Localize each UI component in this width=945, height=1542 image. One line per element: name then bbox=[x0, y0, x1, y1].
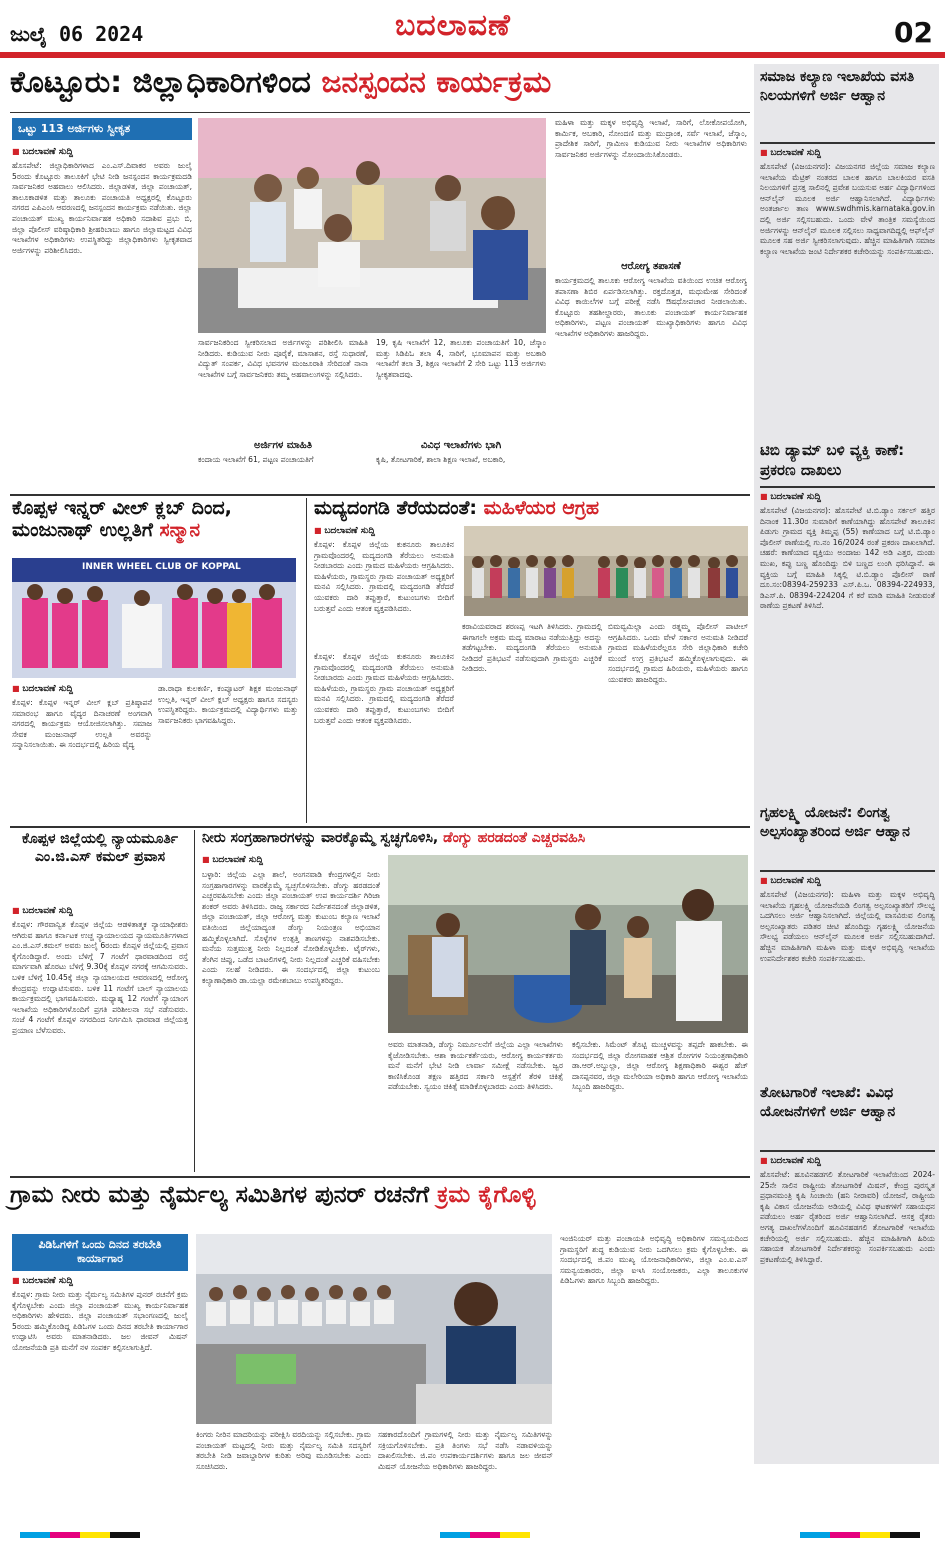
water-committee-photo bbox=[196, 1234, 552, 1424]
water-committee-headline-part1: ಗ್ರಾಮ ನೀರು ಮತ್ತು ನೈರ್ಮಲ್ಯ ಸಮಿತಿಗಳ ಪುನರ್ ರಚನೆಗೆ bbox=[10, 1182, 430, 1208]
water-committee-headline bbox=[10, 1182, 750, 1208]
sidebar-horticulture-byline: ■ ಬದಲಾವಣೆ ಸುದ್ದಿ bbox=[760, 1156, 821, 1166]
divider bbox=[10, 826, 750, 828]
masthead bbox=[0, 0, 945, 60]
water-tank-inspection-photo bbox=[388, 855, 748, 1033]
main-col3-subhead: ವಿವಿಧ ಇಲಾಖೆಗಳು ಭಾಗಿ bbox=[420, 440, 502, 451]
dengue-photo bbox=[388, 855, 748, 1033]
liquor-headline-part1: ಮದ್ಯದಂಗಡಿ ತೆರೆಯದಂತೆ: bbox=[314, 497, 478, 519]
sidebar-hostel-byline: ■ ಬದಲಾವಣೆ ಸುದ್ದಿ bbox=[760, 148, 821, 158]
dengue-headline-part1: ನೀರು ಸಂಗ್ರಹಾಗಾರಗಳನ್ನು ವಾರಕ್ಕೊಮ್ಮೆ ಸ್ವಚ್ಛಗೊಳಿಸಿ, bbox=[202, 830, 439, 846]
village-women-protest-photo bbox=[464, 526, 748, 616]
dengue-headline-part2: ಡೆಂಗ್ಯು ಹರಡದಂತೆ ಎಚ್ಚರವಹಿಸಿ bbox=[443, 830, 586, 846]
main-headline-part2: ಜನಸ್ಪಂದನ ಕಾರ್ಯಕ್ರಮ bbox=[321, 65, 552, 100]
main-col2-subhead: ಅರ್ಜಿಗಳ ಮಾಹಿತಿ bbox=[253, 440, 313, 451]
sidebar-missing-headline: ಟಿಬಿ ಡ್ಯಾಮ್ ಬಳಿ ವ್ಯಕ್ತಿ ಕಾಣೆ: ಪ್ರಕರಣ ದಾಖಲು bbox=[760, 441, 905, 480]
water-committee-col1: ಕೊಪ್ಪಳ: ಗ್ರಾಮ ನೀರು ಮತ್ತು ನೈರ್ಮಲ್ಯ ಸಮಿತಿಗಳ ಪುನರ್ ರಚನೆಗೆ ಕ್ರಮ ಕೈಗೊಳ್ಳಬೇಕು ಎಂದು ಜಿಲ್ಲಾ ಪಂಚಾಯತ್ ಮುಖ್ಯ ಕಾರ್ಯನಿರ್ವಾಹಕ ಅಧಿಕಾರಿಗಳು ಹೇಳಿದರು. ಜಿಲ್ಲಾ ಪಂಚಾಯತ್ ಸಭಾಂಗಣದಲ್ಲಿ ಜುಲೈ 5ರಂದು ಹಮ್ಮಿಕೊಂಡಿದ್ದ ಪಿಡಿಓಗಳ ಒಂದು ದಿನದ ತರಬೇತಿ ಕಾರ್ಯಾಗಾರ ಉದ್ಘಾಟಿಸಿ ಅವರು ಮಾತನಾಡಿದರು. ಜಲ ಜೀವನ್ ಮಿಷನ್ ಯೋಜನೆಯಡಿ ಪ್ರತಿ ಮನೆಗೆ ನಳ ಸಂಪರ್ಕ ಕಲ್ಪಿಸಲಾಗುತ್ತಿದೆ. bbox=[12, 1290, 188, 1352]
sidebar-missing-body: ಹೊಸಪೇಟೆ (ವಿಜಯನಗರ): ಹೊಸಪೇಟೆ ಟಿ.ಬಿ.ಡ್ಯಾಂ ಸರ್ಕಲ್ ಹತ್ತಿರ ದಿನಾಂಕ 11.30ರ ಸುಮಾರಿಗೆ ಕಾಣೆಯಾಗಿದ್ದು ಹೊಸಪೇಟೆ ತಾಲೂಕಿನ ಪಿಡುಗು ಗ್ರಾಮದ ವ್ಯಕ್ತಿ ತಿಮ್ಮಪ್ಪ (55) ಕಾಣೆಯಾದ ಬಗ್ಗೆ ಟಿ.ಬಿ.ಡ್ಯಾಂ ಪೊಲೀಸ್ ಠಾಣೆಯಲ್ಲಿ ಗು.ನಂ 16/2024 ರಂತೆ ಪ್ರಕರಣ ದಾಖಲಾಗಿದೆ. ಚಹರೆ: ಕಾಣೆಯಾದ ವ್ಯಕ್ತಿಯು ಅಂದಾಜು 142 ಅಡಿ ಎತ್ತರ, ದುಂಡು ಮುಖ, ಕಪ್ಪು ಬಣ್ಣ ಹೊಂದಿದ್ದು ಬಿಳಿ ಬಣ್ಣದ ಲುಂಗಿ ಧರಿಸಿದ್ದಾನೆ. ಈ ವ್ಯಕ್ತಿಯ ಬಗ್ಗೆ ಮಾಹಿತಿ ಸಿಕ್ಕಲ್ಲಿ ಟಿ.ಬಿ.ಡ್ಯಾಂ ಪೊಲೀಸ್ ಠಾಣೆ ದೂ.ಸಂ:08394-259233 ಎಸ್.ಪಿ.ಒ. 08394-224933, ಡಿಎಸ್.ಪಿ. 08394-224204 ಗೆ ಕರೆ ಮಾಡಿ ಮಾಹಿತಿ ನೀಡುವಂತೆ ಠಾಣೆಯ ಪ್ರಕಟಣೆ ತಿಳಿಸಿದೆ. bbox=[760, 506, 935, 611]
main-col4-subhead: ಆರೋಗ್ಯ ತಪಾಸಣೆ bbox=[621, 261, 681, 272]
water-committee-byline: ■ ಬದಲಾವಣೆ ಸುದ್ದಿ bbox=[12, 1276, 73, 1286]
sidebar-horticulture-headline: ತೋಟಗಾರಿಕೆ ಇಲಾಖೆ: ವಿವಿಧ ಯೋಜನೆಗಳಿಗೆ ಅರ್ಜಿ ಆಹ್ವಾನ bbox=[760, 1085, 896, 1120]
sidebar-gruhalakshmi-byline: ■ ಬದಲಾವಣೆ ಸುದ್ದಿ bbox=[760, 876, 821, 886]
innerwheel-col1: ಕೊಪ್ಪಳ: ಕೊಪ್ಪಳ ಇನ್ನರ್ ವೀಲ್ ಕ್ಲಬ್ ಪ್ರತಿಷ್ಠಾಪನೆ ಸಮಾರಂಭ ಹಾಗೂ ವೈದ್ಯರ ದಿನಾಚರಣೆ ಅಂಗವಾಗಿ ನಗರದಲ್ಲಿ ಕಾರ್ಯಕ್ರಮ ಆಯೋಜಿಸಲಾಗಿತ್ತು. ಸಮಾಜ ಸೇವಕ ಮಂಜುನಾಥ್ ಉಲ್ಲತಿ ಅವರನ್ನು ಸನ್ಮಾನಿಸಲಾಯಿತು. ಈ ಸಂದರ್ಭದಲ್ಲಿ ಹಿರಿಯ ವೈದ್ಯ bbox=[12, 698, 152, 750]
liquor-col2: ಕರಾವಿಯವರಾದ ಶರಣಪ್ಪ ಇಟಗಿ ತಿಳಿಸಿದರು. ಗ್ರಾಮದಲ್ಲಿ ಈಗಾಗಲೇ ಅಕ್ರಮ ಮದ್ಯ ಮಾರಾಟ ನಡೆಯುತ್ತಿದ್ದು ಅದನ್ನು ತಡೆಗಟ್ಟಬೇಕು. ಮದ್ಯದಂಗಡಿ ತೆರೆಯಲು ಅನುಮತಿ ನೀಡಿದರೆ ಪ್ರತಿಭಟನೆ ನಡೆಸುವುದಾಗಿ ಗ್ರಾಮಸ್ಥರು ಎಚ್ಚರಿಕೆ ನೀಡಿದರು. bbox=[462, 622, 602, 674]
officials-meeting-photo bbox=[198, 118, 546, 333]
footer-color-bar bbox=[0, 1526, 945, 1542]
main-col2b: ಕಂದಾಯ ಇಲಾಖೆಗೆ 61, ಪಟ್ಟಣ ಪಂಚಾಯತಿಗೆ bbox=[198, 455, 314, 464]
dengue-col1: ಬಳ್ಳಾರಿ: ಜಿಲ್ಲೆಯ ಎಲ್ಲಾ ಶಾಲೆ, ಅಂಗನವಾಡಿ ಕೇಂದ್ರಗಳಲ್ಲಿನ ನೀರು ಸಂಗ್ರಹಾಗಾರಗಳನ್ನು ವಾರಕ್ಕೊಮ್ಮೆ ಸ್ವಚ್ಛಗೊಳಿಸಬೇಕು. ಡೆಂಗ್ಯು ಹರಡದಂತೆ ಎಚ್ಚರವಹಿಸಬೇಕು ಎಂದು ಜಿಲ್ಲಾ ಪಂಚಾಯತ್ ಉಪ ಕಾರ್ಯದರ್ಶಿ ಗಿರಿಜಾ ಶಂಕರ್ ಅವರು ತಿಳಿಸಿದರು. ರಾಜ್ಯ ಸರ್ಕಾರದ ನಿರ್ದೇಶನದಂತೆ ಜಿಲ್ಲಾಡಳಿತ, ಜಿಲ್ಲಾ ಪಂಚಾಯತ್, ಜಿಲ್ಲಾ ಆರೋಗ್ಯ ಮತ್ತು ಕುಟುಂಬ ಕಲ್ಯಾಣ ಇಲಾಖೆ ವತಿಯಿಂದ ಜಿಲ್ಲೆಯಾದ್ಯಂತ ಡೆಂಗ್ಯು ನಿಯಂತ್ರಣ ಅಭಿಯಾನ ಹಮ್ಮಿಕೊಳ್ಳಲಾಗಿದೆ. ಸೊಳ್ಳೆಗಳ ಉತ್ಪತ್ತಿ ತಾಣಗಳನ್ನು ನಾಶಪಡಿಸಬೇಕು. ಮನೆಯ ಸುತ್ತಮುತ್ತ ನೀರು ನಿಲ್ಲದಂತೆ ನೋಡಿಕೊಳ್ಳಬೇಕು. ಟೈರ್‌ಗಳು, ತೆಂಗಿನ ಚಿಪ್ಪು, ಒಡೆದ ಬಾಟಲಿಗಳಲ್ಲಿ ನೀರು ನಿಲ್ಲದಂತೆ ಎಚ್ಚರಿಕೆ ವಹಿಸಬೇಕು ಎಂದು ಸಲಹೆ ನೀಡಿದರು. ಈ ಸಂದರ್ಭದಲ್ಲಿ ಜಿಲ್ಲಾ ಕುಟುಂಬ ಕಲ್ಯಾಣಾಧಿಕಾರಿ ಡಾ.ಯಲ್ಲಾ ರಮೇಶಬಾಬು ಉಪಸ್ಥಿತರಿದ್ದರು. bbox=[202, 870, 380, 985]
main-headline-part1: ಕೊಟ್ಟೂರು: ಜಿಲ್ಲಾಧಿಕಾರಿಗಳಿಂದ bbox=[10, 65, 311, 100]
justice-headline: ಕೊಪ್ಪಳ ಜಿಲ್ಲೆಯಲ್ಲಿ ನ್ಯಾಯಮೂರ್ತಿ ಎಂ.ಜಿ.ಎಸ್ ಕಮಲ್ ಪ್ರವಾಸ bbox=[21, 831, 179, 866]
liquor-byline: ■ ಬದಲಾವಣೆ ಸುದ್ದಿ bbox=[314, 526, 375, 536]
felicitation-group-photo bbox=[12, 558, 296, 678]
sidebar-hostel-headline: ಸಮಾಜ ಕಲ್ಯಾಣ ಇಲಾಖೆಯ ವಸತಿ ನಿಲಯಗಳಿಗೆ ಅರ್ಜಿ ಆಹ್ವಾನ bbox=[760, 69, 915, 104]
water-committee-col4: ಇಂಜಿನಿಯರ್ ಮತ್ತು ಪಂಚಾಯತಿ ಅಭಿವೃದ್ಧಿ ಅಧಿಕಾರಿಗಳ ಸಮನ್ವಯದಿಂದ ಗ್ರಾಮಸ್ಥರಿಗೆ ಶುದ್ಧ ಕುಡಿಯುವ ನೀರು ಒದಗಿಸಲು ಕ್ರಮ ಕೈಗೊಳ್ಳಬೇಕು. ಈ ಸಂದರ್ಭದಲ್ಲಿ ಜಿ.ಪಂ ಮುಖ್ಯ ಯೋಜನಾಧಿಕಾರಿಗಳು, ಜಿಲ್ಲಾ ಎಂ.ಐ.ಎಸ್ ಸಮನ್ವಯಕಾರರು, ಜಿಲ್ಲಾ ಐಇಸಿ ಸಂಯೋಜಕರು, ಎಲ್ಲಾ ತಾಲೂಕುಗಳ ಪಿಡಿಓಗಳು ಹಾಗೂ ಸಿಬ್ಬಂದಿ ಹಾಜರಿದ್ದರು. bbox=[560, 1234, 748, 1286]
liquor-col1a: ಕೊಪ್ಪಳ: ಕೊಪ್ಪಳ ಜಿಲ್ಲೆಯ ಕುಕನೂರು ತಾಲೂಕಿನ ಗ್ರಾಮವೊಂದರಲ್ಲಿ ಮದ್ಯದಂಗಡಿ ತೆರೆಯಲು ಅನುಮತಿ ನೀಡಬಾರದು ಎಂದು ಗ್ರಾಮದ ಮಹಿಳೆಯರು ಆಗ್ರಹಿಸಿದರು. ಮಹಿಳೆಯರು, ಗ್ರಾಮಸ್ಥರು ಗ್ರಾಮ ಪಂಚಾಯತ್ ಅಧ್ಯಕ್ಷರಿಗೆ ಮನವಿ ಸಲ್ಲಿಸಿದರು. ಗ್ರಾಮದಲ್ಲಿ ಮದ್ಯದಂಗಡಿ ತೆರೆದರೆ ಯುವಕರು ದಾರಿ ತಪ್ಪುತ್ತಾರೆ, ಕುಟುಂಬಗಳು ಬೀದಿಗೆ ಬರುತ್ತವೆ ಎಂದು ಆತಂಕ ವ್ಯಕ್ತಪಡಿಸಿದರು. bbox=[314, 540, 454, 613]
divider bbox=[760, 1150, 935, 1152]
divider bbox=[760, 486, 935, 488]
sidebar-gruhalakshmi-headline: ಗೃಹಲಕ್ಷ್ಮಿ ಯೋಜನೆ: ಲಿಂಗತ್ವ ಅಲ್ಪಸಂಖ್ಯಾತರಿಂದ ಅರ್ಜಿ ಆಹ್ವಾನ bbox=[760, 805, 910, 840]
training-workshop-photo bbox=[196, 1234, 552, 1424]
newspaper-title: ಬದಲಾವಣೆ bbox=[395, 8, 511, 43]
innerwheel-col2: ಡಾ.ರಾಧಾ ಕುಲಕರ್ಣಿ, ಕಂಪ್ಯೂಟರ್ ಶಿಕ್ಷಕ ಮಂಜುನಾಥ್ ಉಲ್ಲತಿ, ಇನ್ನರ್ ವೀಲ್ ಕ್ಲಬ್ ಅಧ್ಯಕ್ಷರು ಹಾಗೂ ಸದಸ್ಯರು ಉಪಸ್ಥಿತರಿದ್ದರು. ಕಾರ್ಯಕ್ರಮದಲ್ಲಿ ವಿದ್ಯಾರ್ಥಿಗಳು ಮತ್ತು ಸಾರ್ವಜನಿಕರು ಭಾಗವಹಿಸಿದ್ದರು. bbox=[158, 684, 298, 725]
innerwheel-headline-part3: ಸನ್ಮಾನ bbox=[159, 518, 201, 541]
divider bbox=[760, 870, 935, 872]
divider bbox=[10, 494, 750, 496]
photo-banner-text: INNER WHEEL CLUB OF KOPPAL bbox=[82, 562, 241, 572]
divider bbox=[760, 142, 935, 144]
main-col4b: ಕಾರ್ಯಕ್ರಮದಲ್ಲಿ ತಾಲೂಕು ಆರೋಗ್ಯ ಇಲಾಖೆಯ ವತಿಯಿಂದ ಉಚಿತ ಆರೋಗ್ಯ ತಪಾಸಣಾ ಶಿಬಿರ ಏರ್ಪಡಿಸಲಾಗಿತ್ತು. ರಕ್ತದೊತ್ತಡ, ಮಧುಮೇಹ ಸೇರಿದಂತೆ ವಿವಿಧ ಕಾಯಿಲೆಗಳ ಬಗ್ಗೆ ಪರೀಕ್ಷೆ ನಡೆಸಿ ಔಷಧೋಪಚಾರ ನೀಡಲಾಯಿತು. ಕೊಟ್ಟೂರು ತಹಶೀಲ್ದಾರರು, ತಾಲೂಕು ಪಂಚಾಯತ್ ಕಾರ್ಯನಿರ್ವಾಹಕ ಅಧಿಕಾರಿಗಳು, ಪಟ್ಟಣ ಪಂಚಾಯತ್ ಮುಖ್ಯಾಧಿಕಾರಿಗಳು ಹಾಗೂ ವಿವಿಧ ಇಲಾಖೆಗಳ ಅಧಿಕಾರಿಗಳು ಹಾಜರಿದ್ದರು. bbox=[555, 276, 747, 338]
main-col2: ಸಾರ್ವಜನಿಕರಿಂದ ಸ್ವೀಕರಿಸಲಾದ ಅರ್ಜಿಗಳನ್ನು ಪರಿಶೀಲಿಸಿ ಮಾಹಿತಿ ನೀಡಿದರು. ಕುಡಿಯುವ ನೀರು ಪೂರೈಕೆ, ಮಾಸಾಶನ, ರಸ್ತೆ ಸುಧಾರಣೆ, ವಿದ್ಯುತ್ ಸಂಪರ್ಕ, ವಿವಿಧ ಭವನಗಳ ಮಂಜೂರಾತಿ ಸೇರಿದಂತೆ ನಾನಾ ಇಲಾಖೆಗಳ ಬಗ್ಗೆ ಸಾರ್ವಜನಿಕರು ತಮ್ಮ ಅಹವಾಲುಗಳನ್ನು ಸಲ್ಲಿಸಿದರು. bbox=[198, 338, 368, 379]
water-committee-col3: ಸಹಕಾರದೊಂದಿಗೆ ಗ್ರಾಮಗಳಲ್ಲಿ ನೀರು ಮತ್ತು ನೈರ್ಮಲ್ಯ ಸಮಿತಿಗಳನ್ನು ಸಕ್ರಿಯಗೊಳಿಸಬೇಕು. ಪ್ರತಿ ತಿಂಗಳು ಸಭೆ ನಡೆಸಿ ನಡಾವಳಿಯನ್ನು ದಾಖಲಿಸಬೇಕು. ಜಿ.ಪಂ ಉಪಕಾರ್ಯದರ್ಶಿಗಳು ಹಾಗೂ ಜಲ ಜೀವನ್ ಮಿಷನ್ ಯೋಜನೆಯ ಅಧಿಕಾರಿಗಳು ಹಾಜರಿದ್ದರು. bbox=[378, 1430, 553, 1471]
dengue-byline: ■ ಬದಲಾವಣೆ ಸುದ್ದಿ bbox=[202, 855, 263, 865]
sidebar-gruhalakshmi-body: ಹೊಸಪೇಟೆ (ವಿಜಯನಗರ): ಮಹಿಳಾ ಮತ್ತು ಮಕ್ಕಳ ಅಭಿವೃದ್ಧಿ ಇಲಾಖೆಯ ಗೃಹಲಕ್ಷ್ಮಿ ಯೋಜನೆಯಡಿ ಲಿಂಗತ್ವ ಅಲ್ಪಸಂಖ್ಯಾತರಿಗೆ ಸೌಲಭ್ಯ ಒದಗಿಸಲು ಅರ್ಜಿ ಆಹ್ವಾನಿಸಲಾಗಿದೆ. ಜಿಲ್ಲೆಯಲ್ಲಿ ವಾಸವಿರುವ ಲಿಂಗತ್ವ ಅಲ್ಪಸಂಖ್ಯಾತರು ಪಡಿತರ ಚೀಟಿ ಹೊಂದಿದ್ದು ಗೃಹಲಕ್ಷ್ಮಿ ಯೋಜನೆಯ ಸೌಲಭ್ಯ ಪಡೆಯಲು ಆನ್‌ಲೈನ್ ಮೂಲಕ ಅರ್ಜಿ ಸಲ್ಲಿಸಬಹುದಾಗಿದೆ. ಹೆಚ್ಚಿನ ಮಾಹಿತಿಗಾಗಿ ಮಹಿಳಾ ಮತ್ತು ಮಕ್ಕಳ ಅಭಿವೃದ್ಧಿ ಇಲಾಖೆಯ ಉಪನಿರ್ದೇಶಕರ ಕಚೇರಿ ಸಂಪರ್ಕಿಸಬಹುದು. bbox=[760, 890, 935, 963]
innerwheel-headline bbox=[12, 498, 302, 542]
liquor-col1b: ಕೊಪ್ಪಳ: ಕೊಪ್ಪಳ ಜಿಲ್ಲೆಯ ಕುಕನೂರು ತಾಲೂಕಿನ ಗ್ರಾಮವೊಂದರಲ್ಲಿ ಮದ್ಯದಂಗಡಿ ತೆರೆಯಲು ಅನುಮತಿ ನೀಡಬಾರದು ಎಂದು ಗ್ರಾಮದ ಮಹಿಳೆಯರು ಆಗ್ರಹಿಸಿದರು. ಮಹಿಳೆಯರು, ಗ್ರಾಮಸ್ಥರು ಗ್ರಾಮ ಪಂಚಾಯತ್ ಅಧ್ಯಕ್ಷರಿಗೆ ಮನವಿ ಸಲ್ಲಿಸಿದರು. ಗ್ರಾಮದಲ್ಲಿ ಮದ್ಯದಂಗಡಿ ತೆರೆದರೆ ಯುವಕರು ದಾರಿ ತಪ್ಪುತ್ತಾರೆ, ಕುಟುಂಬಗಳು ಬೀದಿಗೆ ಬರುತ್ತವೆ ಎಂದು ಆತಂಕ ವ್ಯಕ್ತಪಡಿಸಿದರು. bbox=[314, 652, 454, 725]
liquor-headline bbox=[314, 498, 750, 520]
dengue-headline bbox=[202, 830, 750, 846]
divider bbox=[10, 112, 750, 113]
innerwheel-headline-part1: ಕೊಪ್ಪಳ ಇನ್ನರ್ ವೀಲ್ ಕ್ಲಬ್ ದಿಂದ, bbox=[12, 497, 232, 519]
main-col4: ಮಹಿಳಾ ಮತ್ತು ಮಕ್ಕಳ ಅಭಿವೃದ್ಧಿ ಇಲಾಖೆ, ಸಾರಿಗೆ, ಲೋಕೋಪಯೋಗಿ, ಕಾರ್ಮಿಕ, ಅಬಕಾರಿ, ನೋಂದಣಿ ಮತ್ತು ಮುದ್ರಾಂಕ, ಸರ್ವೆ ಇಲಾಖೆ, ಜೆಸ್ಕಾಂ, ಪ್ರಾದೇಶಿಕ ಸಾರಿಗೆ, ಗ್ರಾಮೀಣ ಕುಡಿಯುವ ನೀರು ಇಲಾಖೆಗಳ ಅಧಿಕಾರಿಗಳು ಸಾರ್ವಜನಿಕರ ಅರ್ಜಿಗಳನ್ನು ನೋಂದಾಯಿಸಿಕೊಂಡರು. bbox=[555, 118, 747, 159]
dengue-col3: ಕಲ್ಪಿಸಬೇಕು. ಸಿಮೆಂಟ್ ತೊಟ್ಟಿ ಮುಚ್ಚಳವನ್ನು ತಪ್ಪದೇ ಹಾಕಬೇಕು. ಈ ಸಂದರ್ಭದಲ್ಲಿ ಜಿಲ್ಲಾ ರೋಗವಾಹಕ ಆಶ್ರಿತ ರೋಗಗಳ ನಿಯಂತ್ರಣಾಧಿಕಾರಿ ಡಾ.ಆರ್.ಅಬ್ದುಲ್ಲಾ, ಜಿಲ್ಲಾ ಆರೋಗ್ಯ ಶಿಕ್ಷಣಾಧಿಕಾರಿ ಈಶ್ವರ ಹೆಚ್ ದಾಸಪ್ಪನವರ, ಜಿಲ್ಲಾ ಮಲೇರಿಯಾ ಅಧಿಕಾರಿ ಹಾಗೂ ಆರೋಗ್ಯ ಇಲಾಖೆಯ ಸಿಬ್ಬಂದಿ ಹಾಜರಿದ್ದರು. bbox=[572, 1040, 748, 1092]
divider bbox=[194, 830, 195, 1172]
water-committee-headline-part2: ಕ್ರಮ ಕೈಗೊಳ್ಳಿ bbox=[437, 1182, 536, 1208]
innerwheel-photo bbox=[12, 558, 296, 678]
main-headline bbox=[10, 66, 750, 101]
sidebar-horticulture-body: ಹೊಸಪೇಟೆ: ಹೂವಿನಹಡಗಲಿ ತೋಟಗಾರಿಕೆ ಇಲಾಖೆಯಿಂದ 2024-25ನೇ ಸಾಲಿನ ರಾಷ್ಟ್ರೀಯ ತೋಟಗಾರಿಕೆ ಮಿಷನ್, ಕೇಂದ್ರ ಪುರಸ್ಕೃತ ಪ್ರಧಾನಮಂತ್ರಿ ಕೃಷಿ ಸಿಂಚಾಯಿ (ಹನಿ ನೀರಾವರಿ) ಯೋಜನೆ, ರಾಷ್ಟ್ರೀಯ ಕೃಷಿ ವಿಕಾಸ ಯೋಜನೆಯ ಅಡಿಯಲ್ಲಿ ವಿವಿಧ ಘಟಕಗಳಿಗೆ ಸಹಾಯಧನ ಪಡೆಯಲು ಅರ್ಹ ರೈತರಿಂದ ಅರ್ಜಿ ಆಹ್ವಾನಿಸಲಾಗಿದೆ. ಆಸಕ್ತ ರೈತರು ಅಗತ್ಯ ದಾಖಲೆಗಳೊಂದಿಗೆ ಹೂವಿನಹಡಗಲಿ ತೋಟಗಾರಿಕೆ ಇಲಾಖೆಯ ಕಚೇರಿಯಲ್ಲಿ ಅರ್ಜಿ ಸಲ್ಲಿಸಬಹುದು. ಹೆಚ್ಚಿನ ಮಾಹಿತಿಗಾಗಿ ಹಿರಿಯ ಸಹಾಯಕ ತೋಟಗಾರಿಕೆ ನಿರ್ದೇಶಕರನ್ನು ಸಂಪರ್ಕಿಸಬಹುದು ಎಂದು ಪ್ರಕಟಣೆಯಲ್ಲಿ ತಿಳಿಸಿದ್ದಾರೆ. bbox=[760, 1170, 935, 1264]
main-col1: ಹೊಸಪೇಟೆ: ಜಿಲ್ಲಾಧಿಕಾರಿಗಳಾದ ಎಂ.ಎಸ್.ದಿವಾಕರ ಅವರು ಜುಲೈ 5ರಂದು ಕೊಟ್ಟೂರು ತಾಲೂಕಿಗೆ ಭೇಟಿ ನೀಡಿ ಜನಸ್ಪಂದನ ಕಾರ್ಯಕ್ರಮದಡಿ ಸಾರ್ವಜನಿಕರ ಅಹವಾಲು ಆಲಿಸಿದರು. ಜಿಲ್ಲಾಡಳಿತ, ಜಿಲ್ಲಾ ಪಂಚಾಯತ್, ತಾಲೂಕಾಡಳಿತ ಮತ್ತು ತಾಲೂಕು ಪಂಚಾಯತಿ ಅಧ್ಯಕ್ಷರಲ್ಲಿ ಕೊಟ್ಟೂರು ನಗರದ ಎಪಿಎಂಸಿ ಆವರಣದಲ್ಲಿ ಜನಸ್ಪಂದನ ಕಾರ್ಯಕ್ರಮ ನಡೆಯಿತು. ಜಿಲ್ಲಾ ಪಂಚಾಯತ್ ಮುಖ್ಯ ಕಾರ್ಯನಿರ್ವಾಹಕ ಅಧಿಕಾರಿ ಸದಾಶಿವ ಪ್ರಭು ಬಿ, ಜಿಲ್ಲಾ ಪೊಲೀಸ್ ವರಿಷ್ಠಾಧಿಕಾರಿ ಶ್ರೀಹರಿಬಾಬು ಹಾಗೂ ಜಿಲ್ಲಾಮಟ್ಟದ ವಿವಿಧ ಇಲಾಖೆಗಳ ಅಧಿಕಾರಿಗಳು ಉಪಸ್ಥಿತರಿದ್ದು ಜಿಲ್ಲಾಧಿಕಾರಿಗಳು ಸ್ವೀಕೃತವಾದ ಅರ್ಜಿಗಳನ್ನು ಪರಿಶೀಲಿಸಿದರು. bbox=[12, 161, 192, 255]
main-col3: 19, ಕೃಷಿ ಇಲಾಖೆಗೆ 12, ತಾಲೂಕು ಪಂಚಾಯತಿಗೆ 10, ಜೆಸ್ಕಾಂ ಮತ್ತು ಸಿಡಿಪಿಓ ತಲಾ 4, ಸಾರಿಗೆ, ಭೂಮಾಪನ ಮತ್ತು ಅಬಕಾರಿ ಇಲಾಖೆಗೆ ತಲಾ 3, ಶಿಕ್ಷಣ ಇಲಾಖೆಗೆ 2 ಸೇರಿ ಒಟ್ಟು 113 ಅರ್ಜಿಗಳು ಸ್ವೀಕೃತವಾದವು. bbox=[376, 338, 546, 379]
liquor-photo bbox=[464, 526, 748, 616]
innerwheel-byline: ■ ಬದಲಾವಣೆ ಸುದ್ದಿ bbox=[12, 684, 73, 694]
issue-date: ಜುಲೈ 06 2024 bbox=[10, 22, 144, 46]
main-subhead: ಒಟ್ಟು 113 ಅರ್ಜಿಗಳು ಸ್ವೀಕೃತ bbox=[12, 118, 192, 140]
justice-byline: ■ ಬದಲಾವಣೆ ಸುದ್ದಿ bbox=[12, 906, 73, 916]
dengue-col2: ಅವರು ಮಾತನಾಡಿ, ಡೆಂಗ್ಯು ನಿರ್ಮೂಲನೆಗೆ ಜಿಲ್ಲೆಯ ಎಲ್ಲಾ ಇಲಾಖೆಗಳು ಕೈಜೋಡಿಸಬೇಕು. ಆಶಾ ಕಾರ್ಯಕರ್ತೆಯರು, ಆರೋಗ್ಯ ಕಾರ್ಯಕರ್ತರು ಮನೆ ಮನೆಗೆ ಭೇಟಿ ನೀಡಿ ಲಾರ್ವಾ ಸಮೀಕ್ಷೆ ನಡೆಸಬೇಕು. ಜ್ವರ ಕಾಣಿಸಿಕೊಂಡ ತಕ್ಷಣ ಹತ್ತಿರದ ಸರ್ಕಾರಿ ಆಸ್ಪತ್ರೆಗೆ ತೆರಳಿ ಚಿಕಿತ್ಸೆ ಪಡೆಯಬೇಕು. ಸ್ವಯಂ ಚಿಕಿತ್ಸೆ ಮಾಡಿಕೊಳ್ಳಬಾರದು ಎಂದು ತಿಳಿಸಿದರು. bbox=[388, 1040, 563, 1092]
masthead-rule bbox=[0, 52, 945, 58]
main-col3b: ಕೃಷಿ, ತೋಟಗಾರಿಕೆ, ಶಾಲಾ ಶಿಕ್ಷಣ ಇಲಾಖೆ, ಅಬಕಾರಿ, bbox=[376, 455, 506, 464]
main-byline: ■ ಬದಲಾವಣೆ ಸುದ್ದಿ bbox=[12, 147, 73, 157]
divider bbox=[10, 1176, 750, 1178]
liquor-headline-part2: ಮಹಿಳೆಯರ ಆಗ್ರಹ bbox=[483, 497, 600, 519]
innerwheel-headline-part2: ಮಂಜುನಾಥ್ ಉಲ್ಲತಿಗೆ bbox=[12, 518, 153, 541]
water-committee-col2: ಕಿಂಗರು ನೀರಿನ ಮಾದರಿಯನ್ನು ಪರೀಕ್ಷಿಸಿ ವರದಿಯನ್ನು ಸಲ್ಲಿಸಬೇಕು. ಗ್ರಾಮ ಪಂಚಾಯತ್ ಮಟ್ಟದಲ್ಲಿ ನೀರು ಮತ್ತು ನೈರ್ಮಲ್ಯ ಸಮಿತಿ ಸದಸ್ಯರಿಗೆ ತರಬೇತಿ ನೀಡಿ ಜವಾಬ್ದಾರಿಗಳ ಕುರಿತು ಅರಿವು ಮೂಡಿಸಬೇಕು ಎಂದು ಸೂಚಿಸಿದರು. bbox=[196, 1430, 371, 1471]
sidebar-missing-byline: ■ ಬದಲಾವಣೆ ಸುದ್ದಿ bbox=[760, 492, 821, 502]
main-photo bbox=[198, 118, 546, 333]
liquor-col3: ಬಿಮವ್ವಮಿಲ್ಲಾ ಎಂದು ರತ್ನಮ್ಮ ಪೊಲೀಸ್ ಪಾಟೀಲ್ ಆಗ್ರಹಿಸಿದರು. ಒಂದು ವೇಳೆ ಸರ್ಕಾರ ಅನುಮತಿ ನೀಡಿದರೆ ಗ್ರಾಮದ ಮಹಿಳೆಯರೆಲ್ಲರೂ ಸೇರಿ ಜಿಲ್ಲಾಧಿಕಾರಿ ಕಚೇರಿ ಮುಂದೆ ಉಗ್ರ ಪ್ರತಿಭಟನೆ ಹಮ್ಮಿಕೊಳ್ಳಲಾಗುವುದು. ಈ ಸಂದರ್ಭದಲ್ಲಿ ಗ್ರಾಮದ ಹಿರಿಯರು, ಮಹಿಳೆಯರು ಹಾಗೂ ಯುವಕರು ಹಾಜರಿದ್ದರು. bbox=[608, 622, 748, 684]
registration-marks bbox=[0, 1526, 945, 1542]
justice-body: ಕೊಪ್ಪಳ: ಗೌರವಾನ್ವಿತ ಕೊಪ್ಪಳ ಜಿಲ್ಲೆಯ ಆಡಳಿತಾತ್ಮಕ ನ್ಯಾಯಾಧೀಶರು ಆಗಿರುವ ಹಾಗೂ ಕರ್ನಾಟಕ ಉಚ್ಚ ನ್ಯಾಯಾಲಯದ ನ್ಯಾಯಮೂರ್ತಿಗಳಾದ ಎಂ.ಜಿ.ಎಸ್.ಕಮಲ್ ಅವರು ಜುಲೈ 6ರಂದು ಕೊಪ್ಪಳ ಜಿಲ್ಲೆಯಲ್ಲಿ ಪ್ರವಾಸ ಕೈಗೊಂಡಿದ್ದಾರೆ. ಅಂದು ಬೆಳಿಗ್ಗೆ 7 ಗಂಟೆಗೆ ಧಾರವಾಡದಿಂದ ರಸ್ತೆ ಮಾರ್ಗವಾಗಿ ಹೊರಟು ಬೆಳಿಗ್ಗೆ 9.30ಕ್ಕೆ ಕೊಪ್ಪಳ ನಗರಕ್ಕೆ ಆಗಮಿಸುವರು. ಬಳಿಕ ಬೆಳಿಗ್ಗೆ 10.45ಕ್ಕೆ ಜಿಲ್ಲಾ ನ್ಯಾಯಾಲಯದ ಆವರಣದಲ್ಲಿ ಆರೋಗ್ಯ ಕೇಂದ್ರವನ್ನು ಉದ್ಘಾಟಿಸುವರು. ಬಳಿಕ 11 ಗಂಟೆಗೆ ಬಾಲ್ ನ್ಯಾಯಾಲಯ ಕಾರ್ಯಕ್ರಮದಲ್ಲಿ ಭಾಗವಹಿಸುವರು. ಮಧ್ಯಾಹ್ನ 12 ಗಂಟೆಗೆ ನ್ಯಾಯಾಂಗ ಇಲಾಖೆಯ ಅಧಿಕಾರಿಗಳೊಂದಿಗೆ ಪ್ರಗತಿ ಪರಿಶೀಲನಾ ಸಭೆ ನಡೆಸುವರು. ಸಂಜೆ 4 ಗಂಟೆಗೆ ಕೊಪ್ಪಳ ನಗರದಿಂದ ನಿರ್ಗಮಿಸಿ ಧಾರವಾಡ ಜಿಲ್ಲೆಯತ್ತ ಪ್ರಯಾಣ ಬೆಳೆಸುವರು. bbox=[12, 920, 188, 1035]
page-number: 02 bbox=[894, 16, 933, 49]
sidebar-hostel-body: ಹೊಸಪೇಟೆ (ವಿಜಯನಗರ): ವಿಜಯನಗರ ಜಿಲ್ಲೆಯ ಸಮಾಜ ಕಲ್ಯಾಣ ಇಲಾಖೆಯ ಮೆಟ್ರಿಕ್ ನಂತರದ ಬಾಲಕ ಹಾಗೂ ಬಾಲಕಿಯರ ವಸತಿ ನಿಲಯಗಳಿಗೆ ಪ್ರಸಕ್ತ ಸಾಲಿನಲ್ಲಿ ಪ್ರವೇಶ ಬಯಸುವ ಅರ್ಹ ವಿದ್ಯಾರ್ಥಿಗಳಿಂದ ಆನ್‌ಲೈನ್ ಮೂಲಕ ಅರ್ಜಿ ಆಹ್ವಾನಿಸಲಾಗಿದೆ. ವಿದ್ಯಾರ್ಥಿಗಳು ಅಂತರ್ಜಾಲ ತಾಣ www.swdhmis.karnataka.gov.in ದಲ್ಲಿ ಅರ್ಜಿ ಸಲ್ಲಿಸಬಹುದು. ಒಂದು ವೇಳೆ ತಾಂತ್ರಿಕ ಸಮಸ್ಯೆಯಿಂದ ಅರ್ಜಿಗಳನ್ನು ಆನ್‌ಲೈನ್ ಮೂಲಕ ಸಲ್ಲಿಸಲು ಸಾಧ್ಯವಾಗದಿದ್ದಲ್ಲಿ ಆಫ್‌ಲೈನ್ ಮೂಲಕ ಸಹ ಅರ್ಜಿ ಸ್ವೀಕರಿಸಲಾಗುವುದು. ಹೆಚ್ಚಿನ ಮಾಹಿತಿಗಾಗಿ ಸಮಾಜ ಕಲ್ಯಾಣ ಇಲಾಖೆಯ ಜಂಟಿ ನಿರ್ದೇಶಕರ ಕಚೇರಿಯನ್ನು ಸಂಪರ್ಕಿಸಬಹುದು. bbox=[760, 162, 935, 256]
divider bbox=[306, 498, 307, 823]
water-committee-subhead: ಪಿಡಿಓಗಳಿಗೆ ಒಂದು ದಿನದ ತರಬೇತಿ ಕಾರ್ಯಾಗಾರ bbox=[12, 1234, 188, 1271]
